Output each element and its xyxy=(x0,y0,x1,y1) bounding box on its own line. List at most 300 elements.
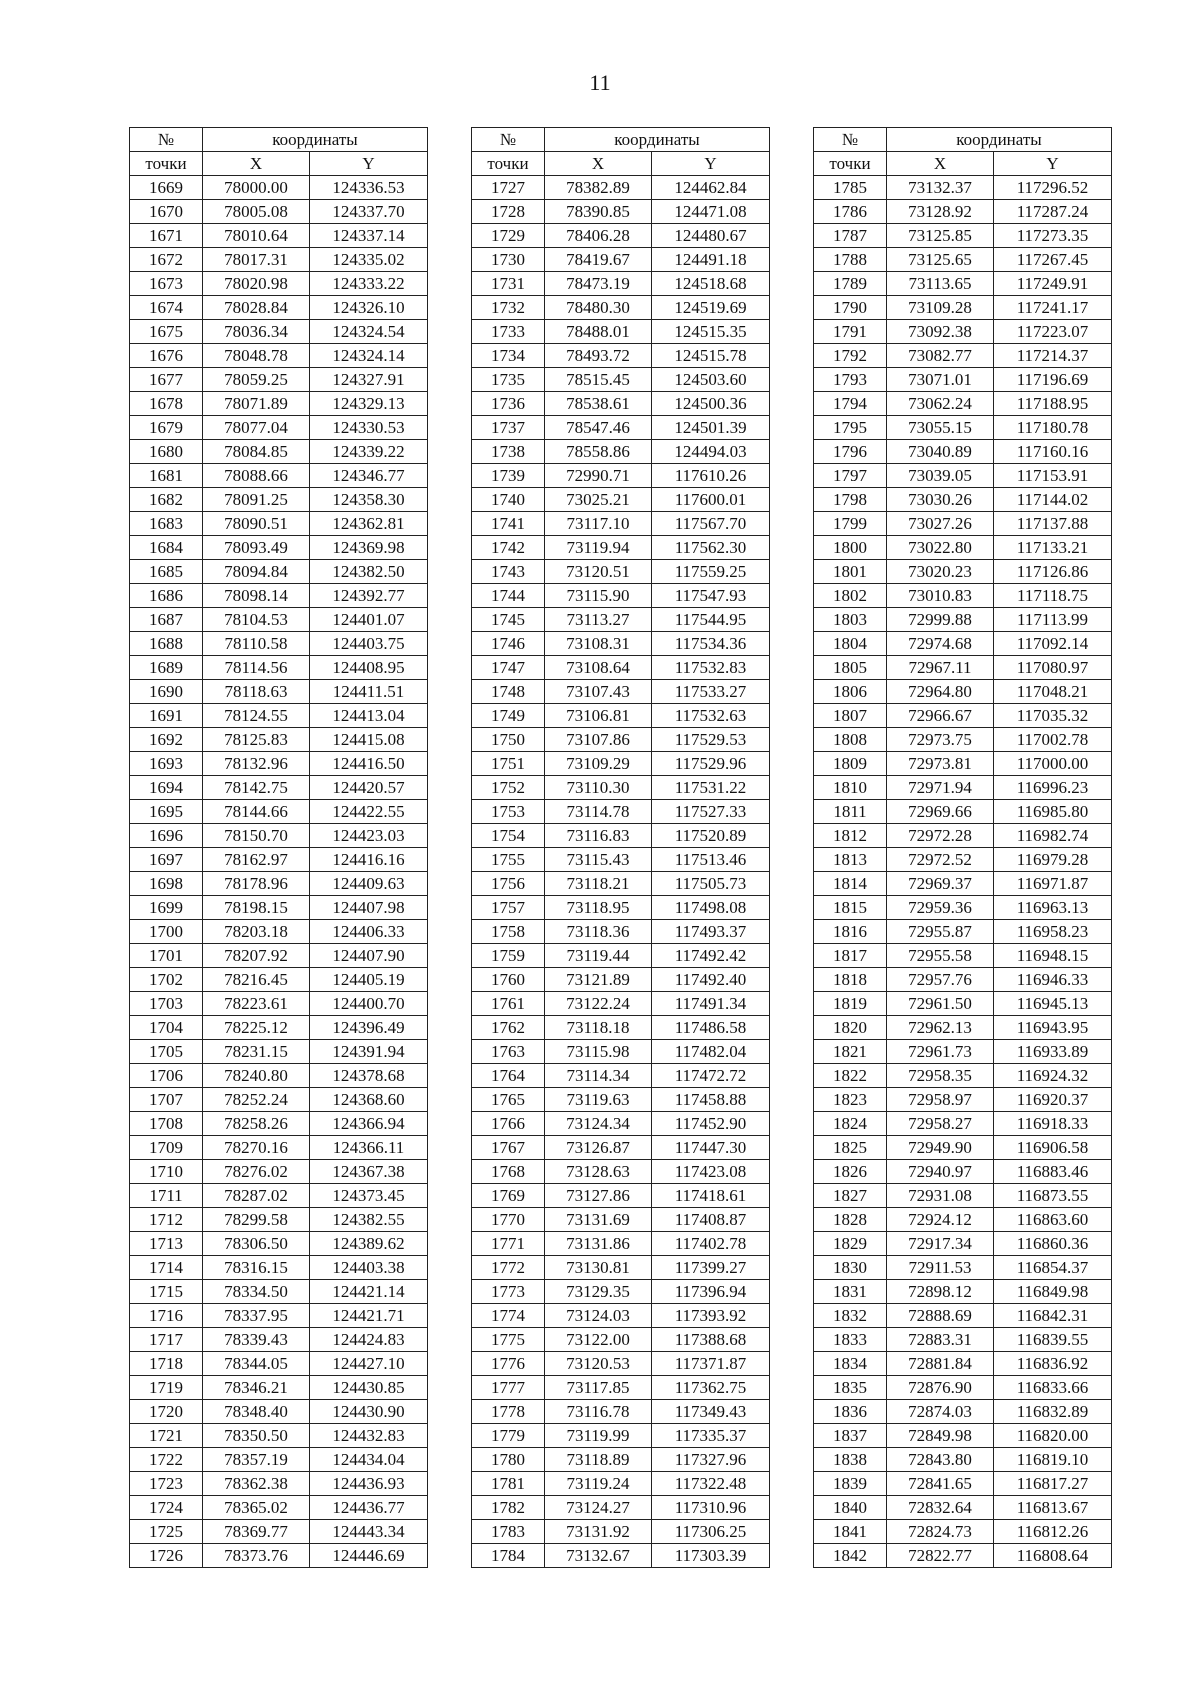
point-number-cell: 1819 xyxy=(814,992,887,1016)
point-number-cell: 1756 xyxy=(472,872,545,896)
y-coordinate-cell: 124519.69 xyxy=(652,296,770,320)
point-number-cell: 1670 xyxy=(130,200,203,224)
y-coordinate-cell: 124416.16 xyxy=(310,848,428,872)
table-row xyxy=(130,632,428,656)
table-row xyxy=(814,344,1112,368)
y-coordinate-cell: 124407.90 xyxy=(310,944,428,968)
table-row xyxy=(472,536,770,560)
point-number-cell: 1719 xyxy=(130,1376,203,1400)
table-row xyxy=(472,608,770,632)
y-coordinate-cell: 117388.68 xyxy=(652,1328,770,1352)
y-coordinate-cell: 116918.33 xyxy=(994,1112,1112,1136)
point-number-cell: 1705 xyxy=(130,1040,203,1064)
table-row xyxy=(814,1424,1112,1448)
y-coordinate-cell: 117491.34 xyxy=(652,992,770,1016)
point-number-cell: 1726 xyxy=(130,1544,203,1568)
y-coordinate-cell: 117547.93 xyxy=(652,584,770,608)
x-coordinate-cell: 78059.25 xyxy=(203,368,310,392)
table-row xyxy=(472,680,770,704)
y-coordinate-cell: 124420.57 xyxy=(310,776,428,800)
point-number-cell: 1814 xyxy=(814,872,887,896)
table-row xyxy=(130,488,428,512)
point-number-cell: 1744 xyxy=(472,584,545,608)
y-coordinate-cell: 116945.13 xyxy=(994,992,1112,1016)
y-coordinate-cell: 117562.30 xyxy=(652,536,770,560)
point-number-cell: 1762 xyxy=(472,1016,545,1040)
point-number-cell: 1733 xyxy=(472,320,545,344)
y-coordinate-cell: 117000.00 xyxy=(994,752,1112,776)
table-row xyxy=(472,272,770,296)
x-coordinate-cell: 78142.75 xyxy=(203,776,310,800)
y-coordinate-cell: 124324.54 xyxy=(310,320,428,344)
x-coordinate-cell: 73108.31 xyxy=(545,632,652,656)
table-row xyxy=(130,1496,428,1520)
table-row xyxy=(814,272,1112,296)
y-coordinate-cell: 117544.95 xyxy=(652,608,770,632)
point-number-cell: 1766 xyxy=(472,1112,545,1136)
point-number-cell: 1752 xyxy=(472,776,545,800)
y-coordinate-cell: 124413.04 xyxy=(310,704,428,728)
point-number-cell: 1777 xyxy=(472,1376,545,1400)
x-coordinate-cell: 78346.21 xyxy=(203,1376,310,1400)
point-number-cell: 1798 xyxy=(814,488,887,512)
y-coordinate-cell: 117362.75 xyxy=(652,1376,770,1400)
table-row xyxy=(814,704,1112,728)
x-coordinate-cell: 78094.84 xyxy=(203,560,310,584)
y-coordinate-cell: 124421.14 xyxy=(310,1280,428,1304)
table-row xyxy=(814,680,1112,704)
header-x: X xyxy=(203,152,310,176)
y-coordinate-cell: 124382.50 xyxy=(310,560,428,584)
x-coordinate-cell: 72917.34 xyxy=(887,1232,994,1256)
x-coordinate-cell: 72883.31 xyxy=(887,1328,994,1352)
table-row xyxy=(472,1232,770,1256)
table-row xyxy=(130,1016,428,1040)
table-row xyxy=(814,656,1112,680)
point-number-cell: 1718 xyxy=(130,1352,203,1376)
table-row xyxy=(814,512,1112,536)
table-row xyxy=(130,416,428,440)
x-coordinate-cell: 73114.34 xyxy=(545,1064,652,1088)
table-row xyxy=(472,1520,770,1544)
point-number-cell: 1703 xyxy=(130,992,203,1016)
point-number-cell: 1759 xyxy=(472,944,545,968)
x-coordinate-cell: 73128.63 xyxy=(545,1160,652,1184)
x-coordinate-cell: 73120.53 xyxy=(545,1352,652,1376)
table-row xyxy=(130,776,428,800)
y-coordinate-cell: 117505.73 xyxy=(652,872,770,896)
x-coordinate-cell: 73020.23 xyxy=(887,560,994,584)
y-coordinate-cell: 124389.62 xyxy=(310,1232,428,1256)
x-coordinate-cell: 73120.51 xyxy=(545,560,652,584)
x-coordinate-cell: 73082.77 xyxy=(887,344,994,368)
x-coordinate-cell: 73132.67 xyxy=(545,1544,652,1568)
x-coordinate-cell: 72841.65 xyxy=(887,1472,994,1496)
y-coordinate-cell: 117287.24 xyxy=(994,200,1112,224)
x-coordinate-cell: 72974.68 xyxy=(887,632,994,656)
y-coordinate-cell: 124446.69 xyxy=(310,1544,428,1568)
point-number-cell: 1687 xyxy=(130,608,203,632)
x-coordinate-cell: 72888.69 xyxy=(887,1304,994,1328)
x-coordinate-cell: 73115.98 xyxy=(545,1040,652,1064)
table-row xyxy=(814,872,1112,896)
point-number-cell: 1765 xyxy=(472,1088,545,1112)
y-coordinate-cell: 117223.07 xyxy=(994,320,1112,344)
x-coordinate-cell: 73122.24 xyxy=(545,992,652,1016)
x-coordinate-cell: 78090.51 xyxy=(203,512,310,536)
table-row xyxy=(814,944,1112,968)
x-coordinate-cell: 78390.85 xyxy=(545,200,652,224)
x-coordinate-cell: 78406.28 xyxy=(545,224,652,248)
x-coordinate-cell: 72969.37 xyxy=(887,872,994,896)
table-row xyxy=(814,1160,1112,1184)
y-coordinate-cell: 124471.08 xyxy=(652,200,770,224)
y-coordinate-cell: 116839.55 xyxy=(994,1328,1112,1352)
x-coordinate-cell: 72911.53 xyxy=(887,1256,994,1280)
x-coordinate-cell: 73039.05 xyxy=(887,464,994,488)
x-coordinate-cell: 78382.89 xyxy=(545,176,652,200)
table-row xyxy=(472,1424,770,1448)
table-row xyxy=(814,320,1112,344)
y-coordinate-cell: 117296.52 xyxy=(994,176,1112,200)
y-coordinate-cell: 124337.14 xyxy=(310,224,428,248)
y-coordinate-cell: 117335.37 xyxy=(652,1424,770,1448)
table-row xyxy=(472,464,770,488)
point-number-cell: 1728 xyxy=(472,200,545,224)
table-row xyxy=(814,1208,1112,1232)
table-row xyxy=(814,464,1112,488)
y-coordinate-cell: 124366.11 xyxy=(310,1136,428,1160)
point-number-cell: 1803 xyxy=(814,608,887,632)
table-row xyxy=(130,224,428,248)
table-row xyxy=(814,1544,1112,1568)
y-coordinate-cell: 117180.78 xyxy=(994,416,1112,440)
point-number-cell: 1776 xyxy=(472,1352,545,1376)
x-coordinate-cell: 73132.37 xyxy=(887,176,994,200)
x-coordinate-cell: 78144.66 xyxy=(203,800,310,824)
table-row xyxy=(814,1040,1112,1064)
y-coordinate-cell: 117080.97 xyxy=(994,656,1112,680)
table-row xyxy=(130,200,428,224)
y-coordinate-cell: 124432.83 xyxy=(310,1424,428,1448)
table-row xyxy=(472,560,770,584)
x-coordinate-cell: 72964.80 xyxy=(887,680,994,704)
table-row xyxy=(130,656,428,680)
y-coordinate-cell: 116906.58 xyxy=(994,1136,1112,1160)
point-number-cell: 1785 xyxy=(814,176,887,200)
y-coordinate-cell: 124405.19 xyxy=(310,968,428,992)
point-number-cell: 1807 xyxy=(814,704,887,728)
point-number-cell: 1671 xyxy=(130,224,203,248)
table-row xyxy=(130,368,428,392)
point-number-cell: 1735 xyxy=(472,368,545,392)
table-row xyxy=(130,848,428,872)
x-coordinate-cell: 73027.26 xyxy=(887,512,994,536)
point-number-cell: 1794 xyxy=(814,392,887,416)
table-row xyxy=(472,1184,770,1208)
x-coordinate-cell: 73125.65 xyxy=(887,248,994,272)
y-coordinate-cell: 116832.89 xyxy=(994,1400,1112,1424)
x-coordinate-cell: 78110.58 xyxy=(203,632,310,656)
y-coordinate-cell: 116833.66 xyxy=(994,1376,1112,1400)
x-coordinate-cell: 73109.28 xyxy=(887,296,994,320)
table-row xyxy=(814,1520,1112,1544)
table-row xyxy=(814,536,1112,560)
point-number-cell: 1682 xyxy=(130,488,203,512)
table-row xyxy=(472,824,770,848)
point-number-cell: 1748 xyxy=(472,680,545,704)
y-coordinate-cell: 124403.38 xyxy=(310,1256,428,1280)
point-number-cell: 1791 xyxy=(814,320,887,344)
y-coordinate-cell: 116854.37 xyxy=(994,1256,1112,1280)
y-coordinate-cell: 124430.85 xyxy=(310,1376,428,1400)
y-coordinate-cell: 124422.55 xyxy=(310,800,428,824)
point-number-cell: 1693 xyxy=(130,752,203,776)
x-coordinate-cell: 72973.75 xyxy=(887,728,994,752)
table-row xyxy=(130,752,428,776)
y-coordinate-cell: 124324.14 xyxy=(310,344,428,368)
table-row xyxy=(472,416,770,440)
table-row xyxy=(472,1352,770,1376)
table-row xyxy=(814,224,1112,248)
y-coordinate-cell: 117241.17 xyxy=(994,296,1112,320)
y-coordinate-cell: 117610.26 xyxy=(652,464,770,488)
x-coordinate-cell: 72874.03 xyxy=(887,1400,994,1424)
table-row xyxy=(130,392,428,416)
table-row xyxy=(472,368,770,392)
x-coordinate-cell: 78000.00 xyxy=(203,176,310,200)
y-coordinate-cell: 117092.14 xyxy=(994,632,1112,656)
table-row xyxy=(814,968,1112,992)
y-coordinate-cell: 117188.95 xyxy=(994,392,1112,416)
point-number-cell: 1837 xyxy=(814,1424,887,1448)
table-row xyxy=(130,1064,428,1088)
y-coordinate-cell: 124346.77 xyxy=(310,464,428,488)
table-row xyxy=(472,1160,770,1184)
y-coordinate-cell: 117035.32 xyxy=(994,704,1112,728)
y-coordinate-cell: 124368.60 xyxy=(310,1088,428,1112)
table-row xyxy=(814,1496,1112,1520)
point-number-cell: 1754 xyxy=(472,824,545,848)
table-row xyxy=(472,1280,770,1304)
table-row xyxy=(130,680,428,704)
x-coordinate-cell: 78558.86 xyxy=(545,440,652,464)
point-number-cell: 1788 xyxy=(814,248,887,272)
point-number-cell: 1737 xyxy=(472,416,545,440)
table-row xyxy=(130,920,428,944)
x-coordinate-cell: 78125.83 xyxy=(203,728,310,752)
x-coordinate-cell: 78198.15 xyxy=(203,896,310,920)
point-number-cell: 1681 xyxy=(130,464,203,488)
point-number-cell: 1806 xyxy=(814,680,887,704)
point-number-cell: 1786 xyxy=(814,200,887,224)
y-coordinate-cell: 124401.07 xyxy=(310,608,428,632)
x-coordinate-cell: 73010.83 xyxy=(887,584,994,608)
x-coordinate-cell: 73117.10 xyxy=(545,512,652,536)
x-coordinate-cell: 78124.55 xyxy=(203,704,310,728)
x-coordinate-cell: 73124.34 xyxy=(545,1112,652,1136)
x-coordinate-cell: 72961.73 xyxy=(887,1040,994,1064)
y-coordinate-cell: 124424.83 xyxy=(310,1328,428,1352)
x-coordinate-cell: 73128.92 xyxy=(887,200,994,224)
table-row xyxy=(814,896,1112,920)
x-coordinate-cell: 72822.77 xyxy=(887,1544,994,1568)
x-coordinate-cell: 73125.85 xyxy=(887,224,994,248)
y-coordinate-cell: 124369.98 xyxy=(310,536,428,560)
table-row xyxy=(130,176,428,200)
y-coordinate-cell: 124373.45 xyxy=(310,1184,428,1208)
x-coordinate-cell: 78020.98 xyxy=(203,272,310,296)
point-number-cell: 1679 xyxy=(130,416,203,440)
y-coordinate-cell: 117529.96 xyxy=(652,752,770,776)
y-coordinate-cell: 116820.00 xyxy=(994,1424,1112,1448)
table-row xyxy=(814,920,1112,944)
table-row xyxy=(472,896,770,920)
point-number-cell: 1811 xyxy=(814,800,887,824)
y-coordinate-cell: 117486.58 xyxy=(652,1016,770,1040)
point-number-cell: 1804 xyxy=(814,632,887,656)
table-row xyxy=(130,512,428,536)
table-row xyxy=(472,296,770,320)
y-coordinate-cell: 117118.75 xyxy=(994,584,1112,608)
y-coordinate-cell: 116873.55 xyxy=(994,1184,1112,1208)
y-coordinate-cell: 124329.13 xyxy=(310,392,428,416)
point-number-cell: 1725 xyxy=(130,1520,203,1544)
y-coordinate-cell: 117153.91 xyxy=(994,464,1112,488)
y-coordinate-cell: 117126.86 xyxy=(994,560,1112,584)
y-coordinate-cell: 117393.92 xyxy=(652,1304,770,1328)
table-row xyxy=(130,1184,428,1208)
y-coordinate-cell: 117418.61 xyxy=(652,1184,770,1208)
point-number-cell: 1831 xyxy=(814,1280,887,1304)
point-number-cell: 1691 xyxy=(130,704,203,728)
table-row xyxy=(130,1328,428,1352)
point-number-cell: 1731 xyxy=(472,272,545,296)
header-no: № xyxy=(472,128,545,152)
point-number-cell: 1741 xyxy=(472,512,545,536)
point-number-cell: 1699 xyxy=(130,896,203,920)
y-coordinate-cell: 116863.60 xyxy=(994,1208,1112,1232)
x-coordinate-cell: 78098.14 xyxy=(203,584,310,608)
header-y: Y xyxy=(310,152,428,176)
y-coordinate-cell: 117498.08 xyxy=(652,896,770,920)
x-coordinate-cell: 73116.83 xyxy=(545,824,652,848)
point-number-cell: 1753 xyxy=(472,800,545,824)
x-coordinate-cell: 73119.63 xyxy=(545,1088,652,1112)
point-number-cell: 1675 xyxy=(130,320,203,344)
table-row xyxy=(472,944,770,968)
table-row xyxy=(814,1376,1112,1400)
table-row xyxy=(814,776,1112,800)
x-coordinate-cell: 72971.94 xyxy=(887,776,994,800)
y-coordinate-cell: 116920.37 xyxy=(994,1088,1112,1112)
point-number-cell: 1727 xyxy=(472,176,545,200)
table-row xyxy=(472,776,770,800)
y-coordinate-cell: 116883.46 xyxy=(994,1160,1112,1184)
table-row xyxy=(814,608,1112,632)
point-number-cell: 1751 xyxy=(472,752,545,776)
table-row xyxy=(130,1424,428,1448)
table-row xyxy=(472,1136,770,1160)
table-row xyxy=(814,1064,1112,1088)
y-coordinate-cell: 116819.10 xyxy=(994,1448,1112,1472)
table-row xyxy=(130,1112,428,1136)
table-row xyxy=(472,1064,770,1088)
table-row xyxy=(472,344,770,368)
table-row xyxy=(130,464,428,488)
x-coordinate-cell: 72999.88 xyxy=(887,608,994,632)
point-number-cell: 1749 xyxy=(472,704,545,728)
y-coordinate-cell: 124443.34 xyxy=(310,1520,428,1544)
table-row xyxy=(814,1088,1112,1112)
x-coordinate-cell: 78114.56 xyxy=(203,656,310,680)
y-coordinate-cell: 117472.72 xyxy=(652,1064,770,1088)
x-coordinate-cell: 73131.86 xyxy=(545,1232,652,1256)
point-number-cell: 1704 xyxy=(130,1016,203,1040)
x-coordinate-cell: 73129.35 xyxy=(545,1280,652,1304)
header-no: № xyxy=(130,128,203,152)
table-row xyxy=(814,1016,1112,1040)
x-coordinate-cell: 73119.24 xyxy=(545,1472,652,1496)
point-number-cell: 1808 xyxy=(814,728,887,752)
table-row xyxy=(814,1256,1112,1280)
coordinates-table-1 xyxy=(129,127,428,1568)
table-row xyxy=(130,1400,428,1424)
x-coordinate-cell: 72972.28 xyxy=(887,824,994,848)
y-coordinate-cell: 116985.80 xyxy=(994,800,1112,824)
y-coordinate-cell: 117327.96 xyxy=(652,1448,770,1472)
header-point: точки xyxy=(814,152,887,176)
y-coordinate-cell: 117402.78 xyxy=(652,1232,770,1256)
table-row xyxy=(814,176,1112,200)
point-number-cell: 1734 xyxy=(472,344,545,368)
x-coordinate-cell: 78005.08 xyxy=(203,200,310,224)
x-coordinate-cell: 73116.78 xyxy=(545,1400,652,1424)
x-coordinate-cell: 73115.43 xyxy=(545,848,652,872)
table-row xyxy=(130,1040,428,1064)
point-number-cell: 1839 xyxy=(814,1472,887,1496)
table-row xyxy=(472,1448,770,1472)
x-coordinate-cell: 73062.24 xyxy=(887,392,994,416)
point-number-cell: 1823 xyxy=(814,1088,887,1112)
x-coordinate-cell: 73106.81 xyxy=(545,704,652,728)
point-number-cell: 1672 xyxy=(130,248,203,272)
x-coordinate-cell: 72955.87 xyxy=(887,920,994,944)
point-number-cell: 1764 xyxy=(472,1064,545,1088)
point-number-cell: 1800 xyxy=(814,536,887,560)
x-coordinate-cell: 73113.27 xyxy=(545,608,652,632)
x-coordinate-cell: 78216.45 xyxy=(203,968,310,992)
point-number-cell: 1707 xyxy=(130,1088,203,1112)
table-row xyxy=(472,656,770,680)
y-coordinate-cell: 116812.26 xyxy=(994,1520,1112,1544)
point-number-cell: 1822 xyxy=(814,1064,887,1088)
point-number-cell: 1760 xyxy=(472,968,545,992)
point-number-cell: 1712 xyxy=(130,1208,203,1232)
x-coordinate-cell: 72931.08 xyxy=(887,1184,994,1208)
table-row xyxy=(472,1544,770,1568)
x-coordinate-cell: 73110.30 xyxy=(545,776,652,800)
x-coordinate-cell: 73025.21 xyxy=(545,488,652,512)
table-row xyxy=(130,272,428,296)
point-number-cell: 1721 xyxy=(130,1424,203,1448)
point-number-cell: 1817 xyxy=(814,944,887,968)
y-coordinate-cell: 124434.04 xyxy=(310,1448,428,1472)
table-row xyxy=(130,1280,428,1304)
point-number-cell: 1774 xyxy=(472,1304,545,1328)
x-coordinate-cell: 73119.44 xyxy=(545,944,652,968)
point-number-cell: 1715 xyxy=(130,1280,203,1304)
